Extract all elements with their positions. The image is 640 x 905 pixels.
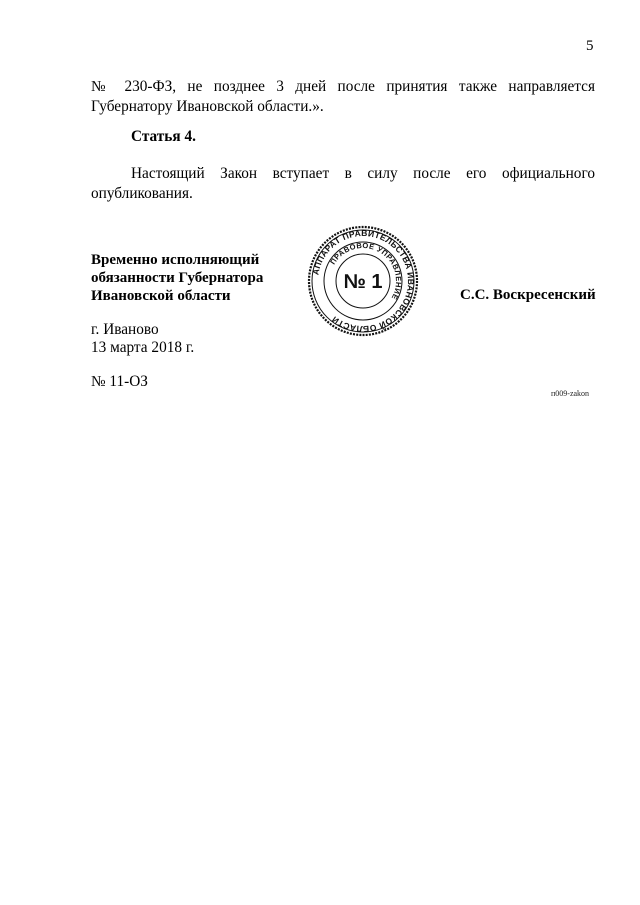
- continuation-line-2: Губернатору Ивановской области.».: [91, 98, 324, 115]
- page-number: 5: [586, 38, 594, 54]
- continuation-line-1: № 230-ФЗ, не позднее 3 дней после принятия также направляется: [91, 78, 595, 95]
- seal-outer-text: АППАРАТ ПРАВИТЕЛЬСТВА ИВАНОВСКОЙ ОБЛАСТИ: [310, 227, 417, 335]
- file-reference: п009-zakon: [551, 389, 590, 398]
- seal-center-number: № 1: [343, 271, 383, 293]
- seal-inner-text: ПРАВОВОЕ УПРАВЛЕНИЕ: [328, 240, 404, 302]
- seal-graphic: [307, 225, 419, 337]
- signatory-title-line-2: обязанности Губернатора: [91, 270, 264, 286]
- signatory-title-line-3: Ивановской области: [91, 288, 231, 304]
- law-number: № 11-ОЗ: [91, 373, 148, 390]
- signatory-name: С.С. Воскресенский: [460, 287, 596, 303]
- signatory-title-line-1: Временно исполняющий: [91, 252, 260, 268]
- place-date-block: [91, 321, 194, 357]
- official-seal: [307, 225, 419, 337]
- signatory-title: [91, 251, 263, 305]
- article-heading: Статья 4.: [131, 128, 196, 145]
- city: г. Иваново: [91, 321, 159, 338]
- article-line-1: Настоящий Закон вступает в силу после его официального: [131, 165, 595, 182]
- signing-date: 13 марта 2018 г.: [91, 339, 195, 356]
- article-line-2: опубликования.: [91, 185, 193, 202]
